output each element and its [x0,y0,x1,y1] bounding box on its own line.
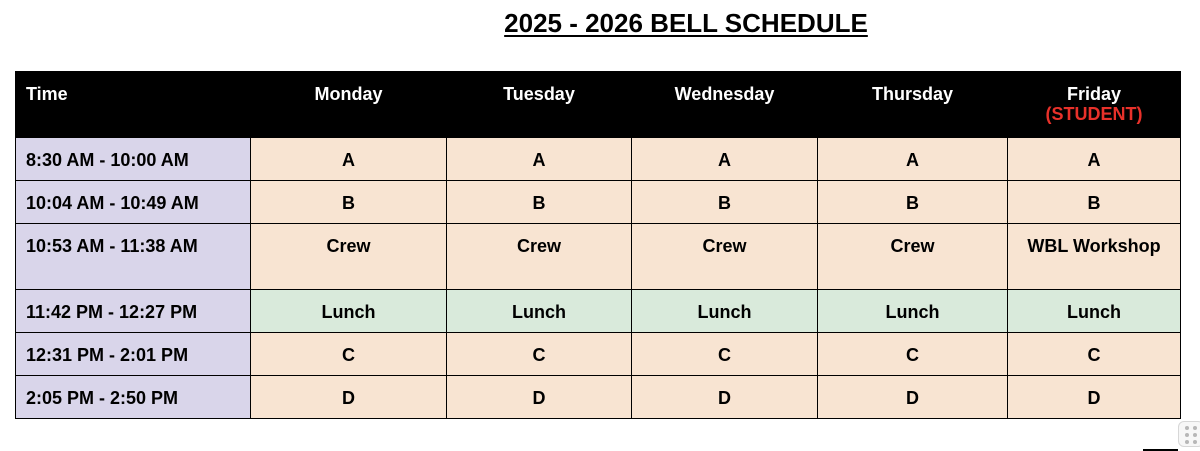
drag-handle-icon[interactable] [1178,421,1200,447]
period-cell: D [1008,376,1181,419]
bell-schedule-table [15,71,1181,419]
period-cell: C [632,333,818,376]
table-row [16,181,1181,224]
period-cell: D [447,376,632,419]
time-cell: 10:53 AM - 11:38 AM [16,224,251,290]
period-cell: Crew [447,224,632,290]
header-friday [1008,72,1181,138]
lunch-cell: Lunch [1008,290,1181,333]
time-cell: 2:05 PM - 2:50 PM [16,376,251,419]
period-cell: A [818,138,1008,181]
time-cell: 11:42 PM - 12:27 PM [16,290,251,333]
header-row [16,72,1181,138]
table-row [16,224,1181,290]
table-row-lunch [16,290,1181,333]
period-cell: C [447,333,632,376]
header-monday: Monday [251,72,447,138]
period-cell: C [251,333,447,376]
period-cell: B [1008,181,1181,224]
header-tuesday: Tuesday [447,72,632,138]
period-cell: A [447,138,632,181]
table-row [16,376,1181,419]
lunch-cell: Lunch [447,290,632,333]
period-cell: A [632,138,818,181]
header-time: Time [16,72,251,138]
period-cell: D [818,376,1008,419]
period-cell: Crew [818,224,1008,290]
period-cell: B [818,181,1008,224]
period-cell: Crew [632,224,818,290]
header-thursday: Thursday [818,72,1008,138]
period-cell: C [818,333,1008,376]
period-cell: B [632,181,818,224]
period-cell: A [251,138,447,181]
period-cell: B [447,181,632,224]
page-title: 2025 - 2026 BELL SCHEDULE [504,8,868,38]
period-cell: A [1008,138,1181,181]
header-wednesday: Wednesday [632,72,818,138]
table-row [16,333,1181,376]
header-friday-note: (STUDENT) [1045,104,1143,124]
time-cell: 12:31 PM - 2:01 PM [16,333,251,376]
period-cell: B [251,181,447,224]
period-cell: Crew [251,224,447,290]
time-cell: 8:30 AM - 10:00 AM [16,138,251,181]
lunch-cell: Lunch [251,290,447,333]
lunch-cell: Lunch [632,290,818,333]
table-row [16,138,1181,181]
time-cell: 10:04 AM - 10:49 AM [16,181,251,224]
period-cell: D [251,376,447,419]
header-friday-label: Friday [1066,84,1122,104]
lunch-cell: Lunch [818,290,1008,333]
period-cell: WBL Workshop [1008,224,1181,290]
period-cell: D [632,376,818,419]
period-cell: C [1008,333,1181,376]
